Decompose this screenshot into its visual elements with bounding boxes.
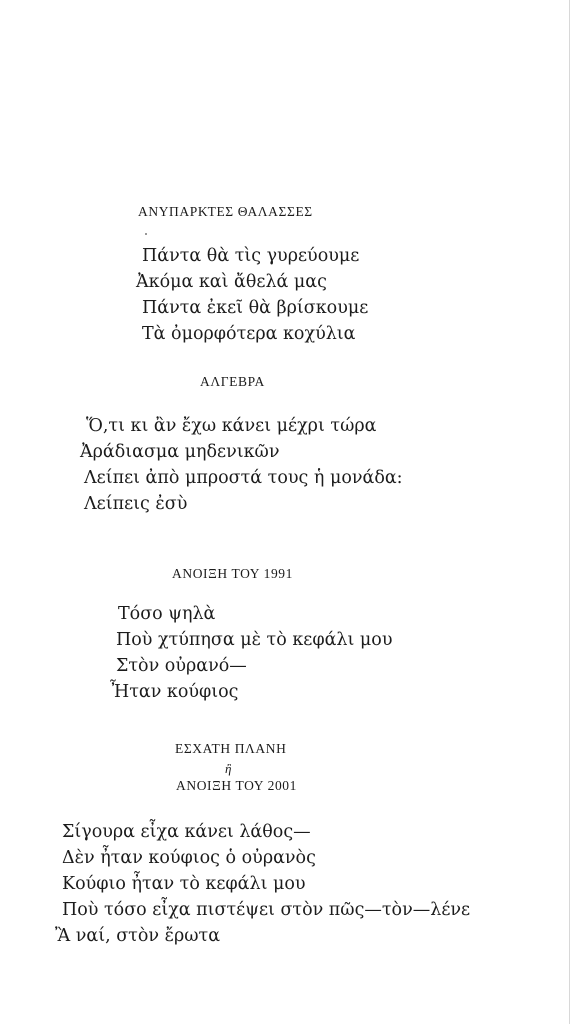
poem-title: ΑΝΟΙΞΗ ΤΟΥ 1991 <box>172 566 294 581</box>
poem-line: Ἀκόμα καὶ ἄθελά μας <box>136 272 327 292</box>
poem-line: Πάντα θὰ τὶς γυρεύουμε <box>142 246 360 266</box>
poem-line: Τόσο ψηλὰ <box>118 604 216 624</box>
poem-line: Τὰ ὀμορφότερα κοχύλια <box>142 324 356 344</box>
poem-line: Ἦταν κούφιος <box>110 682 239 702</box>
poem-line: Ἀράδιασμα μηδενικῶν <box>80 442 280 462</box>
poem-line: Πάντα ἐκεῖ θὰ βρίσκουμε <box>142 298 369 318</box>
poem-line: Λείπεις ἐσὺ <box>84 494 188 514</box>
poem-line: Στὸν οὐρανό— <box>116 656 247 676</box>
poem-title: ΑΛΓΕΒΡΑ <box>200 374 265 389</box>
poem-title: ΑΝΥΠΑΡΚΤΕΣ ΘΑΛΑΣΣΕΣ <box>138 204 313 219</box>
speck-mark <box>145 233 147 235</box>
poem-line: Ἂ ναί, στὸν ἔρωτα <box>55 926 221 946</box>
poem-line: Ποὺ χτύπησα μὲ τὸ κεφάλι μου <box>116 630 393 650</box>
poem-line: Λείπει ἀπὸ μπροστά τους ἡ μονάδα: <box>84 468 403 488</box>
poem-line: Σίγουρα εἶχα κάνει λάθος— <box>62 822 311 842</box>
title-separator: ἢ <box>225 761 232 776</box>
poem-subtitle: ΑΝΟΙΞΗ ΤΟΥ 2001 <box>176 778 298 793</box>
poem-line: Δὲν ἦταν κούφιος ὁ οὐρανὸς <box>62 848 316 868</box>
poem-line: Κούφιο ἦταν τὸ κεφάλι μου <box>62 874 306 894</box>
poem-title: ΕΣΧΑΤΗ ΠΛΑΝΗ <box>175 741 287 756</box>
poem-line: Ποὺ τόσο εἶχα πιστέψει στὸν πῶς—τὸν—λένε <box>62 900 471 920</box>
poem-line: Ὅ,τι κι ἂν ἔχω κάνει μέχρι τώρα <box>86 416 377 436</box>
